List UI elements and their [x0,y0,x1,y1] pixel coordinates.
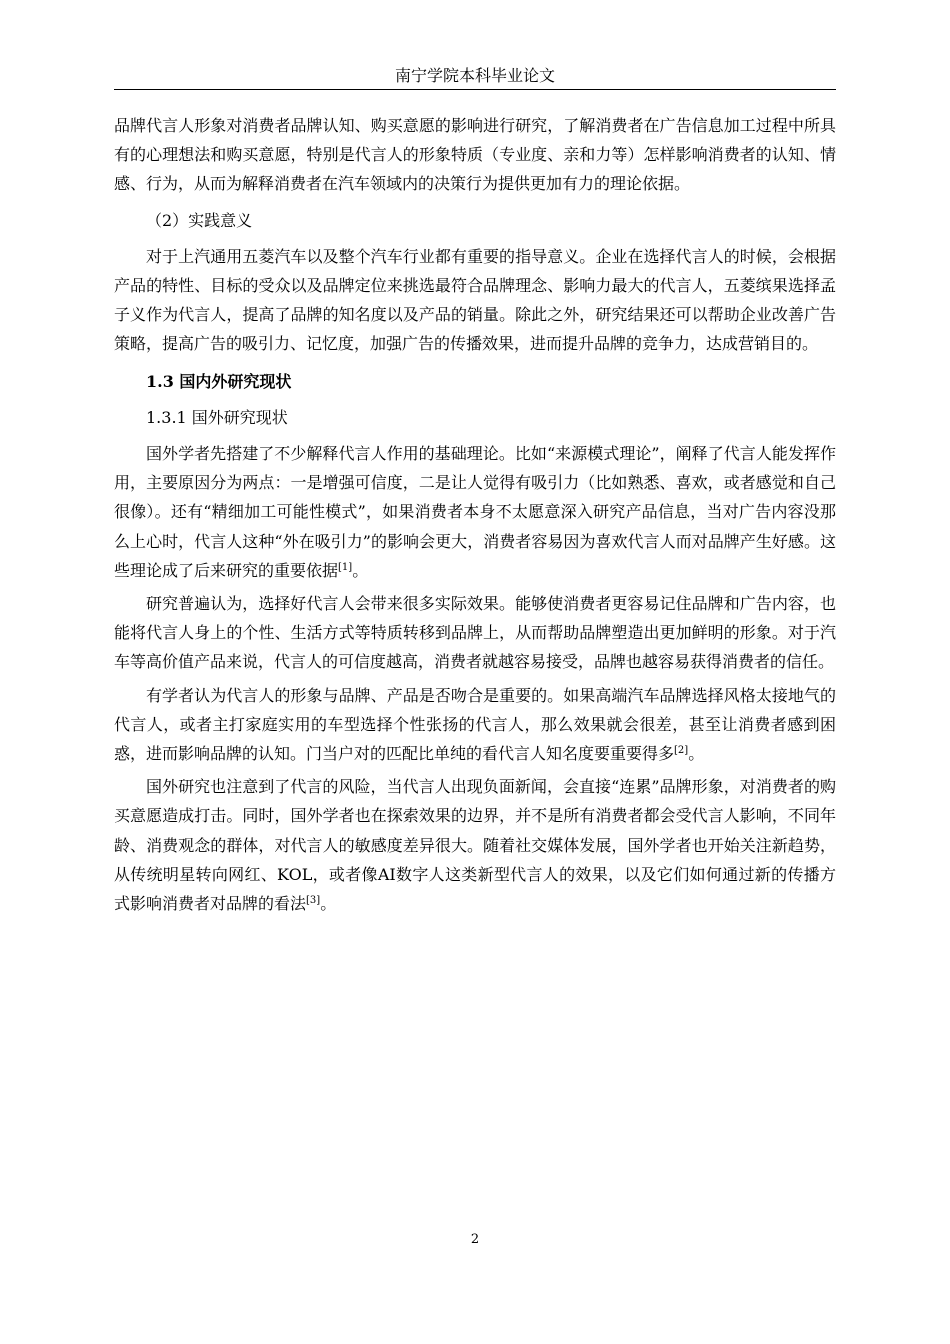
paragraph-foreign-risks-text: 国外研究也注意到了代言的风险，当代言人出现负面新闻，会直接“连累”品牌形象，对消费者的购买意愿造成打击。同时，国外学者也在探索效果的边界，并不是所有消费者都会受代言人影响，不同年龄、消费观念的群体，对代言人的敏感度差异很大。随着社交媒体发展，国外学者也开始关注新趋势，从传统明星转向网红、KOL，或者像AI数字人这类新型代言人的效果，以及它们如何通过新的传播方式影响消费者对品牌的看法 [114,777,836,914]
subsection-heading-foreign-research: 1.3.1 国外研究现状 [146,407,288,427]
paragraph-foreign-fit-end: 。 [688,744,705,764]
document-body [114,111,836,918]
paragraph-foreign-risks-end: 。 [320,894,337,914]
page-header [114,64,836,90]
citation-2: [2] [674,745,689,757]
paragraph-foreign-theory-text: 国外学者先搭建了不少解释代言人作用的基础理论。比如“来源模式理论”，阐释了代言人能发挥作用，主要原因分为两点：一是增强可信度，二是让人觉得有吸引力（比如熟悉、喜欢，或者感觉和自己很像）。还有“精细加工可能性模式”，如果消费者本身不太愿意深入研究产品信息，当对广告内容没那么上心时，代言人这种“外在吸引力”的影响会更大，消费者容易因为喜欢代言人而对品牌产生好感。这些理论成了后来研究的重要依据 [114,444,836,580]
page-number: 2 [470,1232,480,1247]
paragraph-foreign-fit-text: 有学者认为代言人的形象与品牌、产品是否吻合是重要的。如果高端汽车品牌选择风格太接地气的代言人，或者主打家庭实用的车型选择个性张扬的代言人，那么效果就会很差，甚至让消费者感到困惑，进而影响品牌的认知。门当户对的匹配比单纯的看代言人知名度要重要得多 [114,685,836,764]
citation-1: [1] [338,561,353,573]
practice-significance-heading: （2）实践意义 [146,210,253,230]
paragraph-practice-significance: 对于上汽通用五菱汽车以及整个汽车行业都有重要的指导意义。企业在选择代言人的时候，会根据产品的特性、目标的受众以及品牌定位来挑选最符合品牌理念、影响力最大的代言人，五菱缤果选择孟子义作为代言人，提高了品牌的知名度以及产品的销量。除此之外，研究结果还可以帮助企业改善广告策略，提高广告的吸引力、记忆度，加强广告的传播效果，进而提升品牌的竞争力，达成营销目的。 [114,246,836,354]
paragraph-foreign-theory-end: 。 [352,560,369,580]
section-heading-research-status: 1.3 国内外研究现状 [146,371,292,391]
paragraph-foreign-theory [114,439,836,585]
paragraph-intro-continuation: 品牌代言人形象对消费者品牌认知、购买意愿的影响进行研究，了解消费者在广告信息加工过程中所具有的心理想法和购买意愿，特别是代言人的形象特质（专业度、亲和力等）怎样影响消费者的认知、情感、行为，从而为解释消费者在汽车领域内的决策行为提供更加有力的理论依据。 [114,116,836,194]
paragraph-foreign-effects: 研究普遍认为，选择好代言人会带来很多实际效果。能够使消费者更容易记住品牌和广告内容，也能将代言人身上的个性、生活方式等特质转移到品牌上，从而帮助品牌塑造出更加鲜明的形象。对于汽车等高价值产品来说，代言人的可信度越高，消费者就越容易接受，品牌也越容易获得消费者的信任。 [114,594,836,672]
header-title: 南宁学院本科毕业论文 [394,66,555,85]
paragraph-foreign-fit [114,681,836,769]
paragraph-foreign-risks [114,772,836,918]
citation-3: [3] [306,895,321,907]
